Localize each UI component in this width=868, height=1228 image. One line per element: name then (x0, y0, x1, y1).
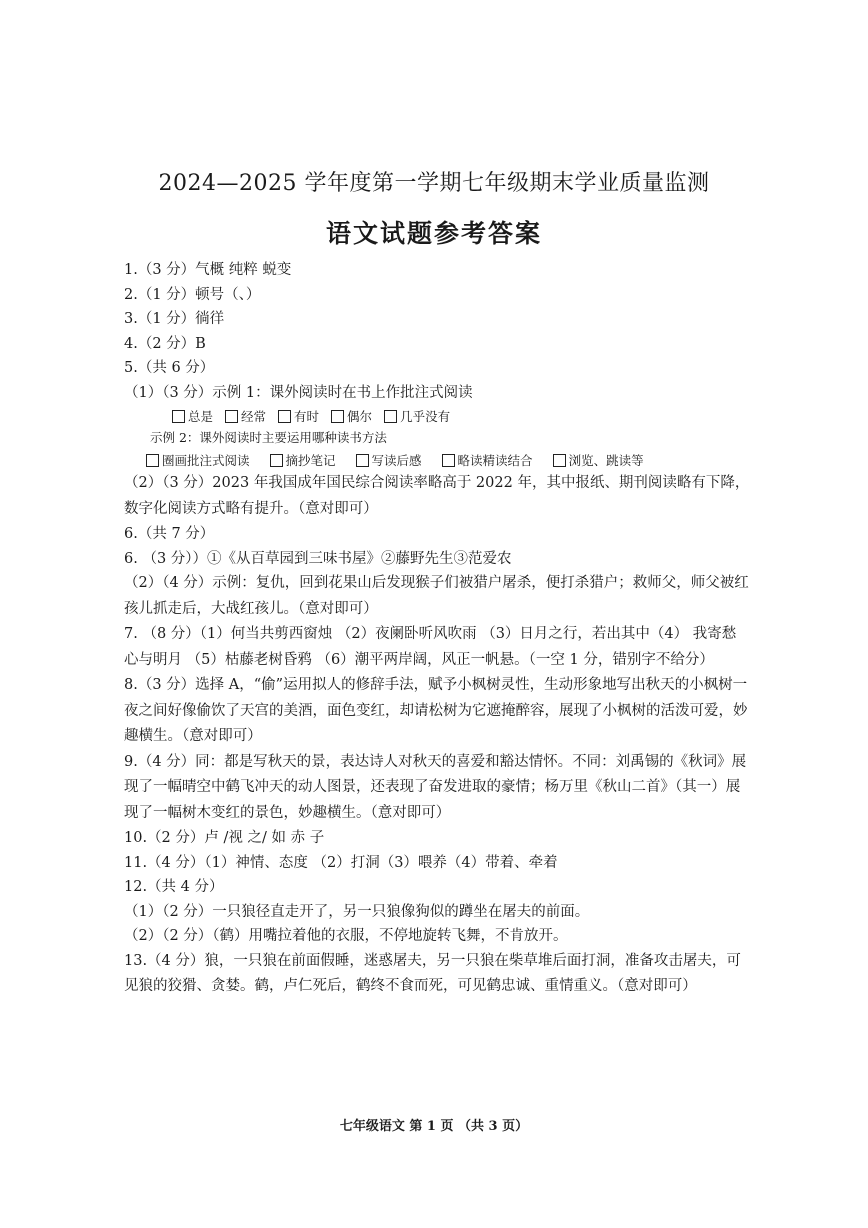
option-label: 圈画批注式阅读 (162, 453, 250, 468)
option-item (331, 407, 372, 425)
option-label: 浏览、跳读等 (568, 453, 644, 468)
option-item (553, 451, 644, 469)
answer-3: 3.（1 分）徜徉 (124, 311, 225, 327)
answer-12-1: （1）（2 分）一只狼径直走开了，另一只狼像狗似的蹲坐在屠夫的前面。 (124, 903, 590, 920)
answer-11: 11.（4 分）（1）神情、态度 （2）打洞（3）喂养（4）带着、牵着 (124, 854, 558, 871)
answer-6-1: 6. （3 分））①《从百草园到三味书屋》②藤野先生③范爱农 (124, 550, 512, 567)
answer-8: 8.（3 分）选择 A，“偷”运用拟人的修辞手法，赋予小枫树灵性，生动形象地写出秋天的小枫树一夜之间好像偷饮了天宫的美酒，面色变红，却请松树为它遮掩醉容，展现了小枫树的活泼可爱，妙趣横生。（意对即可） (124, 677, 748, 744)
option-label: 总是 (188, 409, 214, 424)
answer-10: 10.（2 分）卢 /视 之/ 如 赤 子 (124, 830, 325, 846)
answer-5-2: （2）（3 分）2023 年我国成年国民综合阅读率略高于 2022 年，其中报纸、期刊阅读略有下降，数字化阅读方式略有提升。（意对即可） (124, 475, 750, 517)
answer-5-1: （1）（3 分）示例 1：课外阅读时在书上作批注式阅读 (124, 384, 473, 401)
option-label: 偶尔 (347, 409, 373, 424)
checkbox-icon (172, 410, 185, 423)
option-item (225, 407, 266, 425)
checkbox-icon (553, 454, 566, 467)
answer-key-title: 语文试题参考答案 (325, 219, 542, 248)
option-label: 几乎没有 (400, 409, 451, 424)
checkbox-icon (356, 454, 369, 467)
checkbox-icon (442, 454, 455, 467)
option-label: 有时 (294, 409, 320, 424)
answer-12-2: （2）（2 分）（鹤）用嘴拉着他的衣服，不停地旋转飞舞，不肯放开。 (124, 928, 568, 944)
exam-title: 2024—2025 学年度第一学期七年级期末学业质量监测 (158, 171, 710, 196)
checkbox-icon (278, 410, 291, 423)
answer-5: 5.（共 6 分） (124, 360, 215, 376)
answer-13: 13.（4 分）狼，一只狼在前面假睡，迷惑屠夫，另一只狼在柴草堆后面打洞，准备攻击屠夫，可见狼的狡猾、贪婪。鹤，卢仁死后，鹤终不食而死，可见鹤忠诚、重情重义。（意对即可） (124, 952, 741, 994)
checkbox-icon (146, 454, 159, 467)
answer-6: 6.（共 7 分） (124, 526, 215, 542)
option-item (172, 407, 213, 425)
option-item (356, 451, 422, 469)
option-item (278, 407, 319, 425)
example-2-question: 示例 2：课外阅读时主要运用哪种读书方法 (150, 430, 387, 445)
answer-1: 1.（3 分）气概 纯粹 蜕变 (124, 262, 292, 278)
option-label: 经常 (241, 409, 267, 424)
answer-content (124, 258, 750, 1000)
option-label: 写读后感 (371, 453, 422, 468)
checkbox-icon (384, 410, 397, 423)
answer-9: 9.（4 分）同：都是写秋天的景，表达诗人对秋天的喜爱和豁达情怀。不同：刘禹锡的《秋词》展现了一幅晴空中鹤飞冲天的动人图景，还表现了奋发进取的豪情；杨万里《秋山二首》（其一）展现了一幅树木变红的景色，妙趣横生。（意对即可） (124, 753, 747, 821)
option-label: 摘抄笔记 (285, 453, 336, 468)
option-item (146, 451, 250, 469)
checkbox-icon (331, 410, 344, 423)
page-footer: 七年级语文 第 1 页 （共 3 页） (339, 1119, 529, 1134)
option-item (384, 407, 450, 425)
option-item (442, 451, 533, 469)
frequency-options (124, 405, 750, 427)
answer-6-2: （2）（4 分）示例：复仇，回到花果山后发现猴子们被猎户屠杀，便打杀猎户；救师父，师父被红孩儿抓走后，大战红孩儿。（意对即可） (124, 575, 749, 617)
answer-12: 12.（共 4 分） (124, 879, 224, 895)
checkbox-icon (225, 410, 238, 423)
answer-7: 7. （8 分）（1）何当共剪西窗烛 （2）夜阑卧听风吹雨 （3）日月之行，若出其中（4） 我寄愁心与明月 （5）枯藤老树昏鸦 （6）潮平两岸阔，风正一帆悬。（一空 1 分，错别字不给分） (124, 626, 737, 668)
checkbox-icon (270, 454, 283, 467)
answer-2: 2.（1 分）顿号（、） (124, 286, 261, 303)
option-label: 略读精读结合 (457, 453, 533, 468)
method-options (124, 449, 750, 471)
option-item (270, 451, 336, 469)
answer-4: 4.（2 分）B (124, 335, 206, 352)
